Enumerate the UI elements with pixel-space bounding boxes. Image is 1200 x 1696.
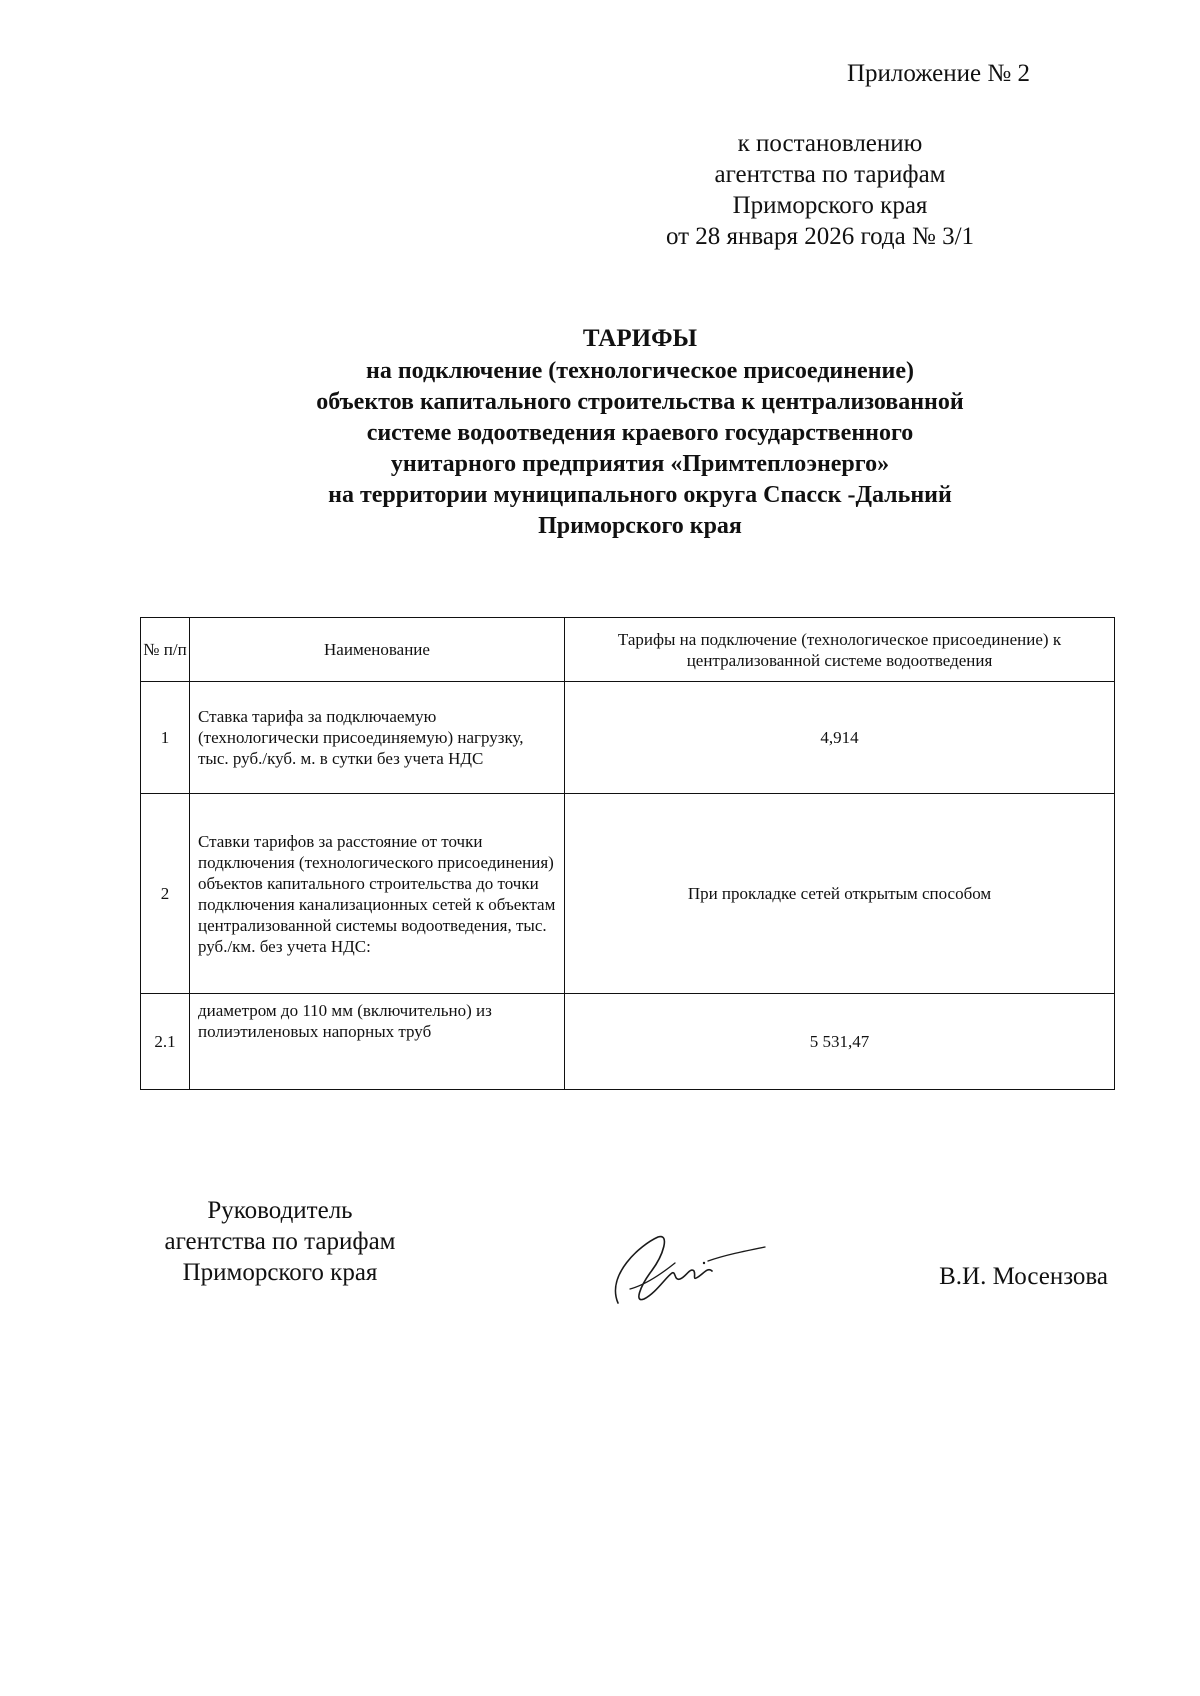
row-name: диаметром до 110 мм (включительно) из полиэтиленовых напорных труб [190,994,565,1090]
header-value: Тарифы на подключение (технологическое присоединение) к централизованной системе водоотведения [565,618,1115,682]
row-num: 2.1 [141,994,190,1090]
title-line: унитарного предприятия «Примтеплоэнерго» [390,451,890,477]
row-name: Ставки тарифов за расстояние от точки подключения (технологического присоединения) объектов капитального строительства до точки подключения канализационных сетей к объектам централизованной системы водоотведения, тыс. руб./км. без учета НДС: [190,794,565,994]
position-line: Руководитель [207,1197,353,1224]
row-num: 1 [141,682,190,794]
tariffs-table [140,617,1115,1090]
title-line: на территории муниципального округа Спасск -Дальний [328,482,952,508]
decree-line: агентства по тарифам [714,161,946,188]
table-row [141,682,1115,794]
handwritten-signature [600,1215,770,1325]
table-row [141,994,1115,1090]
signer-name: В.И. Мосензова [939,1263,1108,1290]
decree-line: Приморского края [732,192,928,219]
title-main: ТАРИФЫ [582,325,698,352]
decree-date-line: от 28 января 2026 года № 3/1 [665,223,975,250]
row-name: Ставка тарифа за подключаемую (технологически присоединяемую) нагрузку, тыс. руб./куб. м. в сутки без учета НДС [190,682,565,794]
appendix-number: Приложение № 2 [846,60,1030,87]
title-line: Приморского края [538,513,742,539]
row-value: 5 531,47 [565,994,1115,1090]
row-value: 4,914 [565,682,1115,794]
decree-line: к постановлению [737,130,923,157]
header-num: № п/п [141,618,190,682]
signatory-position [140,1195,420,1288]
position-line: Приморского края [182,1259,378,1286]
title-line: объектов капитального строительства к централизованной [316,389,964,415]
decree-reference [630,128,1030,252]
table-header-row [141,618,1115,682]
position-line: агентства по тарифам [164,1228,396,1255]
row-value: При прокладке сетей открытым способом [565,794,1115,994]
title-line: системе водоотведения краевого государственного [366,420,914,446]
title-line: на подключение (технологическое присоединение) [365,358,914,384]
table-row [141,794,1115,994]
header-name: Наименование [190,618,565,682]
document-title [140,323,1140,542]
row-num: 2 [141,794,190,994]
